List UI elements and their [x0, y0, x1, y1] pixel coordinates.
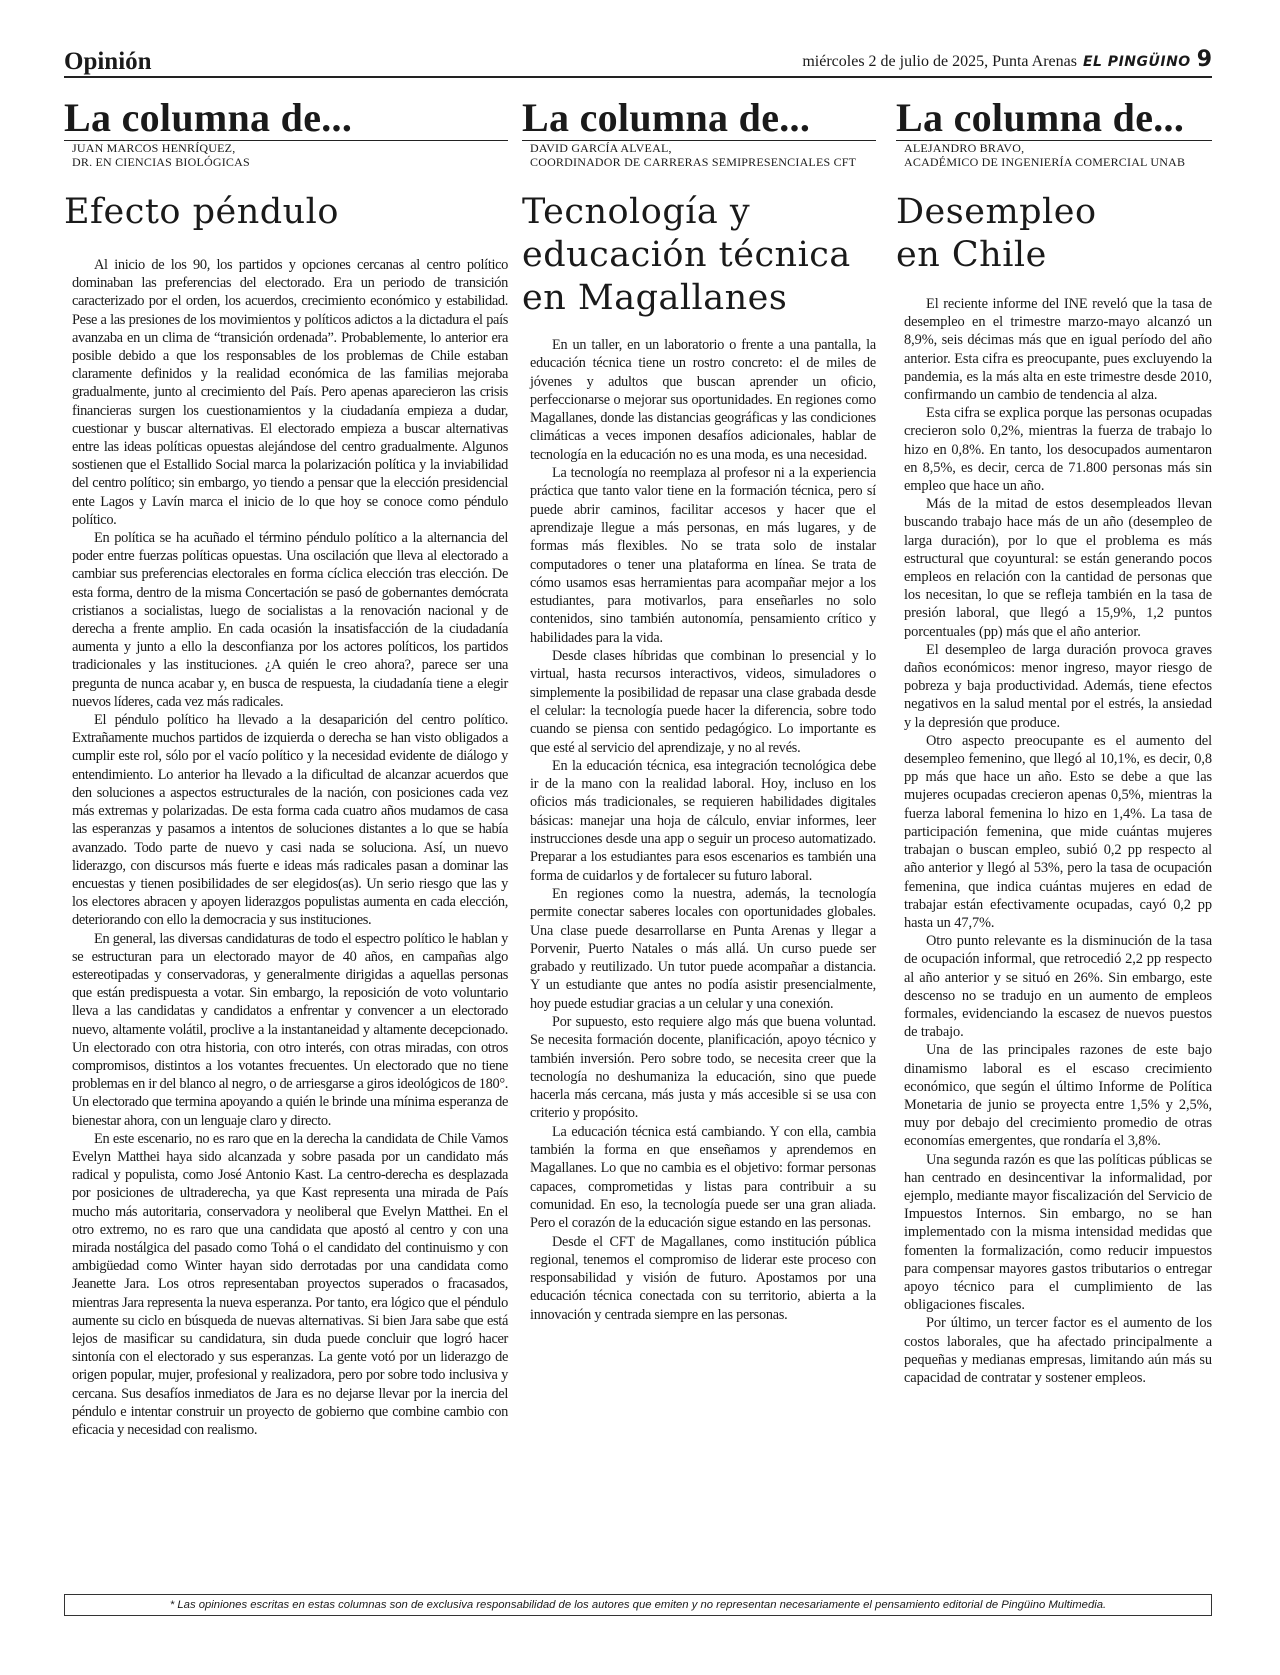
headline: [64, 191, 508, 234]
paragraph: Al inicio de los 90, los partidos y opciones cercanas al centro político dominaban las preferencias del electorado. Era un periodo de transición caracterizado por el orden, los acuerdos, crecimiento económico y estabilidad. Pese a las presiones de los movimientos y políticos adictos a la dictadura el país avanzaba en un clima de “transición ordenada”. Probablemente, lo anterior era posible debido a que los responsables de los problemas de Chile estaban claramente definidos y la realidad económica de las familias mejoraba gradualmente, junto al crecimiento del País. Pero apenas aparecieron las crisis financieras surgen los cuestionamientos y la ciudadanía empieza a dudar, cuestionar y buscar alternativas. El electorado empieza a buscar alternativas entre las ideas políticas opuestas alejándose del centro gradualmente. Algunos sostienen que el Estallido Social marca la polarización política y la inviabilidad del centro político; sin embargo, yo tiendo a pensar que la elección presidencial ente Lagos y Lavín marca el inicio de lo que hoy se conoce como péndulo político.: [72, 257, 508, 528]
column-bravo: [896, 96, 1212, 1387]
column-henriquez: [64, 96, 508, 1439]
author-role: ACADÉMICO DE INGENIERÍA COMERCIAL UNAB: [904, 155, 1186, 169]
headline-line: en Magallanes: [522, 278, 788, 318]
paragraph: Desde el CFT de Magallanes, como institución pública regional, tenemos el compromiso de liderar este proceso con responsabilidad y visión de futuro. Apostamos por una educación técnica conectada con su territorio, abierta a la innovación y centrada siempre en las personas.: [530, 1233, 876, 1323]
page-header: [64, 48, 1212, 78]
paragraph: Otro punto relevante es la disminución de la tasa de ocupación informal, que retrocedió 2,2 pp respecto al año anterior y se situó en 26%. Sin embargo, este descenso no se tradujo en un aumento de empleos formales, evidenciando la escasez de nuevos puestos de trabajo.: [904, 933, 1212, 1041]
paragraph: En un taller, en un laboratorio o frente a una pantalla, la educación técnica tiene un rostro concreto: el de miles de jóvenes y adultos que buscan aprender un oficio, perfeccionarse o mejorar sus oportunidades. En regiones como Magallanes, donde las distancias geográficas y las condiciones climáticas a veces imponen desafíos adicionales, hablar de tecnología en la educación no es una moda, es una necesidad.: [530, 337, 876, 463]
author-role: COORDINADOR DE CARRERAS SEMIPRESENCIALES CFT: [530, 155, 857, 169]
paragraph: La tecnología no reemplaza al profesor ni a la experiencia práctica que tanto valor tiene en la formación técnica, pero sí puede abrir caminos, facilitar accesos y hacer que el aprendizaje llegue a más personas, en más lugares, y de formas más flexibles. No se trata solo de instalar computadores o tener una plataforma en línea. Se trata de cómo usamos esas herramientas para acompañar mejor a los estudiantes, para motivarlos, para enseñarles no solo contenidos, sino también autonomía, pensamiento crítico y habilidades para la vida.: [530, 465, 876, 646]
header-right: [802, 47, 1212, 76]
column-garcia: [522, 96, 876, 1324]
section-name: Opinión: [64, 48, 152, 75]
paragraph: El desempleo de larga duración provoca graves daños económicos: menor ingreso, mayor riesgo de pobreza y baja productividad. Además, tiene efectos negativos en la salud mental por el estrés, la ansiedad y la depresión que produce.: [904, 641, 1212, 731]
headline: [896, 191, 1212, 277]
author-name: ALEJANDRO BRAVO,: [904, 141, 1025, 155]
article-body: [522, 336, 876, 1324]
author-name: DAVID GARCÍA ALVEAL,: [530, 141, 672, 155]
author-role: DR. EN CIENCIAS BIOLÓGICAS: [72, 155, 250, 169]
author-block: [522, 140, 876, 169]
article-body: [64, 256, 508, 1439]
article-body: [896, 295, 1212, 1387]
paragraph: En política se ha acuñado el término péndulo político a la alternancia del poder entre fuerzas políticas opuestas. Una oscilación que lleva al electorado a cambiar sus preferencias electorales en forma cíclica elección tras elección. De esta forma, dentro de la misma Concertación se pasó de gobernantes demócrata cristianos a socialistas, luego de socialistas a la renovación nacional y de derecha a frente amplio. En cada ocasión la insatisfacción de la ciudadanía aumenta y junto a ello la desconfianza por los actores políticos, los partidos tradicionales y las instituciones. ¿A quién le creo ahora?, parece ser una pregunta de nunca acabar y, en busca de respuesta, la ciudadanía tiene a elegir nuevos líderes, cada vez más radicales.: [72, 530, 508, 710]
headline: [522, 191, 876, 320]
column-kicker: La columna de...: [896, 95, 1185, 140]
paragraph: El reciente informe del INE reveló que la tasa de desempleo en el trimestre marzo-mayo alcanzó un 8,9%, seis décimas más que en igual período del año anterior. Esta cifra es preocupante, pues excluyendo la pandemia, es la más alta en este trimestre desde 2010, confirmando un cambio de tendencia al alza.: [904, 296, 1212, 404]
paragraph: Por último, un tercer factor es el aumento de los costos laborales, que ha afectado principalmente a pequeñas y medianas empresas, limitando aún más su capacidad de contratar y sostener empleos.: [904, 1315, 1212, 1386]
paragraph: Desde clases híbridas que combinan lo presencial y lo virtual, hasta recursos interactivos, videos, simuladores o simplemente la posibilidad de repasar una clase grabada desde el celular: la tecnología puede hacer la diferencia, sobre todo cuando se piensa con sentido pedagógico. Lo importante es que esté al servicio del aprendizaje, y no al revés.: [530, 648, 876, 756]
headline-line: educación técnica: [522, 235, 851, 275]
paragraph: La educación técnica está cambiando. Y con ella, cambia también la forma en que enseñamos y aprendemos en Magallanes. Lo que no cambia es el objetivo: formar personas capaces, comprometidas y listas para contribuir a su comunidad. En eso, la tecnología puede ser una gran aliada. Pero el corazón de la educación sigue estando en las personas.: [530, 1123, 876, 1232]
paragraph: Por supuesto, esto requiere algo más que buena voluntad. Se necesita formación docente, planificación, apoyo técnico y también inversión. Pero sobre todo, se necesita creer que la tecnología no deshumaniza la educación, sino que puede hacerla más cercana, más justa y más accesible si se usa con criterio y propósito.: [530, 1013, 876, 1122]
headline-line: Efecto péndulo: [64, 192, 339, 232]
paragraph: Más de la mitad de estos desempleados llevan buscando trabajo hace más de un año (desempleo de larga duración), por lo que el problema es más estructural que coyuntural: se están generando pocos empleos en relación con la cantidad de personas que los necesitan, lo que se refleja también en la tasa de presión laboral, que llegó a 15,9%, 1,2 puntos porcentuales (pp) más que el año anterior.: [904, 496, 1212, 640]
paragraph: Una de las principales razones de este bajo dinamismo laboral es el escaso crecimiento económico, que según el último Informe de Política Monetaria de junio se proyecta entre 1,5% y 2,5%, muy por debajo del crecimiento promedio de otras economías emergentes, que rondaría el 3,8%.: [904, 1042, 1212, 1150]
page-number: 9: [1196, 47, 1212, 72]
paragraph: En regiones como la nuestra, además, la tecnología permite conectar saberes locales con oportunidades globales. Una clase puede desarrollarse en Punta Arenas y llegar a Porvenir, Puerto Natales o más allá. Un curso puede ser grabado y reutilizado. Un tutor puede acompañar a distancia. Y un estudiante que antes no podía asistir presencialmente, hoy puede estudiar gracias a un celular y una conexión.: [530, 885, 876, 1012]
author-block: [896, 140, 1212, 169]
paragraph: En la educación técnica, esa integración tecnológica debe ir de la mano con la realidad laboral. Hoy, incluso en los oficios más tradicionales, se requieren habilidades digitales básicas: manejar una hoja de cálculo, enviar informes, leer instrucciones desde una app o seguir un proceso automatizado. Preparar a los estudiantes para esos escenarios es también una forma de cuidarlos y de fortalecer su futuro laboral.: [530, 757, 876, 884]
newspaper-logo: EL PINGÜINO: [1082, 54, 1191, 70]
headline-line: en Chile: [896, 235, 1047, 275]
paragraph: Otro aspecto preocupante es el aumento del desempleo femenino, que llegó al 10,1%, es decir, 0,8 pp más que hace un año. Esto se debe a que las mujeres ocupadas crecieron apenas 0,5%, mientras la fuerza laboral femenina lo hizo en 1,4%. La tasa de participación femenina, que mide cuántas mujeres trabajan o buscan empleo, subió 0,2 pp respecto al año anterior y llegó al 53%, pero la tasa de ocupación femenina, que indica cuántas mujeres en edad de trabajar están efectivamente ocupadas, cayó 0,2 pp hasta un 47,7%.: [904, 732, 1212, 931]
column-kicker: La columna de...: [522, 95, 811, 140]
paragraph: En general, las diversas candidaturas de todo el espectro político le hablan y se estructuran para un electorado mayor de 40 años, en campañas algo estereotipadas y conservadoras, y generalmente dirigidas a aquellas personas que están predispuesta a votar. Sin embargo, la reposición de voto voluntario lleva a las candidatas y candidatos a enfrentar y convencer a un electorado nuevo, altamente volátil, proclive a la instantaneidad y altamente decepcionado. Un electorado con otra historia, con otro interés, con otras miradas, con otros compromisos, distintos a los votantes frecuentes. Un electorado que no tiene problemas en ir del blanco al negro, o de arriesgarse a giros ideológicos de 180°. Un electorado que termina apoyando a quién le brinde una mínima esperanza de bienestar ahora, con un lenguaje claro y directo.: [72, 930, 508, 1129]
paragraph: Una segunda razón es que las políticas públicas se han centrado en desincentivar la informalidad, por ejemplo, mediante mayor fiscalización del Servicio de Impuestos Internos. Sin embargo, no se han implementado con la misma intensidad medidas que fomenten la formalización, como reducir impuestos para compensar mayores gastos tributarios o entregar apoyo técnico para el cumplimiento de las obligaciones fiscales.: [904, 1151, 1212, 1314]
disclaimer-box: * Las opiniones escritas en estas columnas son de exclusiva responsabilidad de los autores que emiten y no representan necesariamente el pensamiento editorial de Pingüino Multimedia.: [64, 1594, 1212, 1616]
paragraph: El péndulo político ha llevado a la desaparición del centro político. Extrañamente muchos partidos de izquierda o derecha se han visto obligados a cumplir este rol, sólo por el vacío político y la necesidad evidente de diálogo y entendimiento. Lo anterior ha llevado a la dificultad de alcanzar acuerdos que den soluciones a aspectos estructurales de la nación, con posiciones cada vez más extremas y polarizadas. De esta forma cada cuatro años mudamos de casa las esperanzas y pasamos a intentos de soluciones distantes a lo que se había avanzado. Todo parte de nuevo y casi nada se soluciona. Así, un nuevo liderazgo, con discursos más fuerte e ideas más radicales pasan a dominar las encuestas y tienen posibilidades de ser elegidos(as). Un serio riesgo que las y los electores abracen y apoyen liderazgos populistas aumenta en cada elección, deteriorando con ello la democracia y sus instituciones.: [72, 712, 508, 929]
headline-line: Desempleo: [896, 192, 1097, 232]
headline-line: Tecnología y: [522, 192, 751, 232]
paragraph: En este escenario, no es raro que en la derecha la candidata de Chile Vamos Evelyn Matthei haya sido alcanzada y sobre pasada por un candidato más radical y populista, como José Antonio Kast. La centro-derecha es desplazada por posiciones de ultraderecha, ya que Kast representa una mirada de País mucho más autoritaria, conservadora y neoliberal que Evelyn Matthei. En el otro extremo, no es raro que una candidata que apostó al centro y con una mirada nostálgica del pasado como Tohá o el candidato del continuismo y con ambigüedad como Winter hayan sido derrotadas por una candidata como Jeanette Jara. Los otros representaban proyectos superados o fracasados, mientras Jara representa la nueva esperanza. Por tanto, era lógico que el péndulo aumente su ciclo en búsqueda de nuevas alternativas. Si bien Jara sabe que está lejos de masificar su candidatura, sin duda puede concluir que logró hacer sintonía con el electorado y sus esperanzas. La gente votó por un liderazgo de origen popular, mujer, profesional y realizadora, pero por sobre todo inclusiva y cercana. Sus desafíos inmediatos de Jara es no dejarse llevar por la inercia del péndulo e intentar construir un proyecto de gobierno que combine cambio con eficacia y necesidad con realismo.: [72, 1130, 508, 1438]
author-block: [64, 140, 508, 169]
date-place: miércoles 2 de julio de 2025, Punta Arenas: [802, 53, 1077, 70]
column-kicker: La columna de...: [64, 95, 353, 140]
author-name: JUAN MARCOS HENRÍQUEZ,: [72, 141, 236, 155]
paragraph: Esta cifra se explica porque las personas ocupadas crecieron solo 0,2%, mientras la fuerza de trabajo lo hizo en 0,8%. En tanto, los desocupados aumentaron en 8,5%, es decir, cerca de 71.800 personas más sin empleo que hace un año.: [904, 405, 1212, 495]
